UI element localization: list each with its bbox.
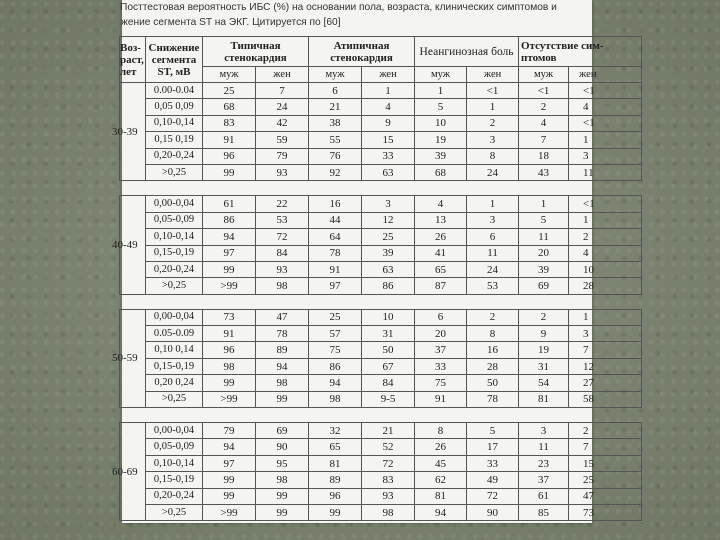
probability-cell: 20 (415, 326, 467, 342)
probability-cell: 21 (362, 423, 415, 439)
probability-cell: 25 (203, 83, 256, 99)
probability-cell: 1 (362, 83, 415, 99)
age-group-cell: 30-39 (120, 83, 146, 181)
table-row (120, 261, 642, 277)
probability-cell: 7 (256, 83, 309, 99)
probability-cell: 97 (309, 278, 362, 294)
probability-cell: 15 (569, 455, 642, 471)
table-row (120, 342, 642, 358)
probability-cell: 99 (203, 164, 256, 180)
probability-cell: 86 (203, 212, 256, 228)
header-row-1 (120, 37, 642, 67)
probability-cell: 47 (569, 488, 642, 504)
header-st-depression: Снижение сегмента ST, мВ (146, 37, 203, 83)
probability-cell: 95 (256, 455, 309, 471)
st-depression-cell: 0,20-0,24 (146, 488, 203, 504)
probability-cell: 54 (519, 375, 569, 391)
probability-cell: 9 (362, 115, 415, 131)
probability-cell: 90 (467, 504, 519, 520)
probability-cell: 69 (256, 423, 309, 439)
probability-cell: 93 (256, 261, 309, 277)
probability-cell: 61 (519, 488, 569, 504)
table-row (120, 439, 642, 455)
age-group-cell: 50-59 (120, 309, 146, 407)
caption-line-1: Посттестовая вероятность ИБС (%) на основании пола, возраста, клинических симптомов и (120, 2, 557, 13)
table-caption (122, 0, 592, 34)
st-depression-cell: 0,15-0,19 (146, 358, 203, 374)
probability-cell: 1 (415, 83, 467, 99)
probability-cell: 99 (203, 261, 256, 277)
probability-cell: 25 (362, 229, 415, 245)
probability-cell: 49 (467, 472, 519, 488)
probability-cell: 4 (569, 245, 642, 261)
probability-cell: 6 (467, 229, 519, 245)
st-depression-cell: >0,25 (146, 391, 203, 407)
probability-cell: 94 (256, 358, 309, 374)
probability-cell: 98 (203, 358, 256, 374)
probability-cell: 65 (415, 261, 467, 277)
st-depression-cell: 0,20-0,24 (146, 261, 203, 277)
header-sex: жен (569, 67, 642, 83)
probability-cell: 59 (256, 132, 309, 148)
header-age: Воз- раст, лет (120, 37, 146, 83)
header-sex: муж (309, 67, 362, 83)
probability-cell: 3 (467, 212, 519, 228)
probability-cell: 64 (309, 229, 362, 245)
st-depression-cell: 0,10-0,14 (146, 455, 203, 471)
probability-cell: 65 (309, 439, 362, 455)
probability-cell: 1 (467, 196, 519, 212)
table-row (120, 83, 642, 99)
probability-cell: <1 (569, 83, 642, 99)
probability-cell: 43 (519, 164, 569, 180)
probability-cell: 2 (519, 99, 569, 115)
probability-cell: 63 (362, 164, 415, 180)
probability-cell: 99 (309, 504, 362, 520)
probability-cell: 94 (203, 229, 256, 245)
probability-cell: 6 (309, 83, 362, 99)
probability-cell: 26 (415, 439, 467, 455)
probability-cell: 41 (415, 245, 467, 261)
probability-cell: 11 (519, 439, 569, 455)
header-sex: муж (203, 67, 256, 83)
table-row (120, 229, 642, 245)
probability-cell: 99 (203, 488, 256, 504)
probability-cell: 98 (309, 391, 362, 407)
probability-cell: 75 (309, 342, 362, 358)
probability-cell: 3 (569, 326, 642, 342)
header-sex: жен (362, 67, 415, 83)
probability-cell: 93 (362, 488, 415, 504)
probability-cell: 83 (362, 472, 415, 488)
probability-table (112, 36, 642, 521)
st-depression-cell: 0,05-0,09 (146, 439, 203, 455)
table-row (120, 132, 642, 148)
probability-cell: 92 (309, 164, 362, 180)
probability-cell: 94 (309, 375, 362, 391)
probability-cell: 33 (362, 148, 415, 164)
st-depression-cell: 0,20 0,24 (146, 375, 203, 391)
probability-cell: 13 (415, 212, 467, 228)
probability-cell: 31 (519, 358, 569, 374)
probability-cell: 44 (309, 212, 362, 228)
st-depression-cell: 0,10-0,14 (146, 229, 203, 245)
probability-cell: 99 (203, 472, 256, 488)
probability-cell: 10 (362, 309, 415, 325)
table-row (120, 278, 642, 294)
probability-cell: 11 (569, 164, 642, 180)
probability-cell: 86 (362, 278, 415, 294)
probability-cell: 24 (467, 261, 519, 277)
probability-cell: 16 (309, 196, 362, 212)
probability-cell: 15 (362, 132, 415, 148)
probability-cell: 50 (362, 342, 415, 358)
probability-cell: 85 (519, 504, 569, 520)
probability-cell: 96 (203, 342, 256, 358)
probability-cell: 31 (362, 326, 415, 342)
probability-cell: 84 (362, 375, 415, 391)
probability-cell: 1 (569, 212, 642, 228)
probability-cell: 98 (256, 375, 309, 391)
probability-cell: 90 (256, 439, 309, 455)
probability-cell: 22 (256, 196, 309, 212)
probability-cell: 2 (569, 229, 642, 245)
probability-cell: 78 (309, 245, 362, 261)
table-row (120, 245, 642, 261)
probability-cell: 3 (569, 148, 642, 164)
table-row (120, 358, 642, 374)
probability-cell: 11 (519, 229, 569, 245)
probability-cell: 9-5 (362, 391, 415, 407)
st-depression-cell: 0.05-0.09 (146, 326, 203, 342)
st-depression-cell: 0.00-0.04 (146, 83, 203, 99)
probability-cell: 1 (519, 196, 569, 212)
st-depression-cell: >0,25 (146, 278, 203, 294)
probability-cell: 84 (256, 245, 309, 261)
probability-cell: 91 (309, 261, 362, 277)
probability-cell: 67 (362, 358, 415, 374)
probability-cell: 55 (309, 132, 362, 148)
table-row (120, 455, 642, 471)
probability-cell: 52 (362, 439, 415, 455)
probability-cell: 28 (569, 278, 642, 294)
probability-cell: 89 (309, 472, 362, 488)
st-depression-cell: 0,10-0,14 (146, 115, 203, 131)
probability-cell: 6 (415, 309, 467, 325)
probability-cell: 47 (256, 309, 309, 325)
probability-cell: 8 (467, 148, 519, 164)
probability-cell: 4 (362, 99, 415, 115)
probability-cell: 53 (467, 278, 519, 294)
st-depression-cell: 0,20-0,24 (146, 148, 203, 164)
probability-cell: >99 (203, 391, 256, 407)
probability-cell: 4 (519, 115, 569, 131)
probability-cell: 19 (415, 132, 467, 148)
probability-cell: 83 (203, 115, 256, 131)
probability-cell: 57 (309, 326, 362, 342)
probability-cell: 99 (256, 391, 309, 407)
probability-cell: 68 (203, 99, 256, 115)
probability-cell: 94 (203, 439, 256, 455)
header-typical-angina: Типичная стенокардия (203, 37, 309, 67)
probability-cell: 8 (415, 423, 467, 439)
probability-cell: 81 (309, 455, 362, 471)
table-row (120, 148, 642, 164)
st-depression-cell: 0,00-0,04 (146, 196, 203, 212)
table-row (120, 99, 642, 115)
probability-cell: 96 (309, 488, 362, 504)
header-nonanginal-pain: Неангинозная боль (415, 37, 519, 67)
probability-cell: 21 (309, 99, 362, 115)
probability-cell: 63 (362, 261, 415, 277)
probability-cell: 53 (256, 212, 309, 228)
probability-cell: 39 (415, 148, 467, 164)
st-depression-cell: 0,15 0,19 (146, 132, 203, 148)
header-sex: жен (256, 67, 309, 83)
probability-cell: 5 (415, 99, 467, 115)
probability-cell: 97 (203, 245, 256, 261)
probability-cell: 2 (467, 115, 519, 131)
probability-cell: 42 (256, 115, 309, 131)
probability-cell: 81 (519, 391, 569, 407)
st-depression-cell: 0,05 0,09 (146, 99, 203, 115)
probability-cell: 4 (415, 196, 467, 212)
probability-cell: 79 (203, 423, 256, 439)
table-row (120, 488, 642, 504)
age-group-cell: 40-49 (120, 196, 146, 294)
probability-cell: 78 (467, 391, 519, 407)
table-row (120, 164, 642, 180)
caption-line-2: жение сегмента ST на ЭКГ. Цитируется по [60] (121, 17, 341, 28)
probability-cell: 10 (569, 261, 642, 277)
probability-cell: 76 (309, 148, 362, 164)
probability-cell: 26 (415, 229, 467, 245)
probability-cell: 93 (256, 164, 309, 180)
probability-cell: 9 (519, 326, 569, 342)
st-depression-cell: 0,10 0,14 (146, 342, 203, 358)
probability-cell: 81 (415, 488, 467, 504)
probability-cell: 2 (569, 423, 642, 439)
probability-cell: 61 (203, 196, 256, 212)
probability-cell: 73 (569, 504, 642, 520)
probability-cell: 12 (362, 212, 415, 228)
probability-cell: 16 (467, 342, 519, 358)
probability-cell: 32 (309, 423, 362, 439)
probability-cell: 2 (519, 309, 569, 325)
probability-cell: 97 (203, 455, 256, 471)
probability-cell: 91 (203, 132, 256, 148)
probability-cell: 25 (569, 472, 642, 488)
probability-cell: 39 (362, 245, 415, 261)
probability-cell: 68 (415, 164, 467, 180)
probability-cell: 12 (569, 358, 642, 374)
probability-cell: 91 (203, 326, 256, 342)
probability-cell: 89 (256, 342, 309, 358)
probability-cell: 58 (569, 391, 642, 407)
probability-cell: 78 (256, 326, 309, 342)
probability-cell: <1 (519, 83, 569, 99)
probability-cell: 25 (309, 309, 362, 325)
probability-cell: >99 (203, 278, 256, 294)
header-sex: муж (415, 67, 467, 83)
probability-cell: 5 (519, 212, 569, 228)
probability-cell: 98 (362, 504, 415, 520)
block-separator (120, 181, 642, 196)
probability-cell: 28 (467, 358, 519, 374)
header-asymptomatic: Отсутствие сим- птомов (519, 37, 642, 67)
probability-cell: 98 (256, 472, 309, 488)
probability-cell: 10 (415, 115, 467, 131)
probability-cell: 96 (203, 148, 256, 164)
probability-cell: 23 (519, 455, 569, 471)
probability-cell: 98 (256, 278, 309, 294)
probability-cell: 3 (362, 196, 415, 212)
table-row (120, 309, 642, 325)
probability-cell: 4 (569, 99, 642, 115)
st-depression-cell: 0,15-0,19 (146, 245, 203, 261)
probability-cell: <1 (569, 115, 642, 131)
probability-cell: 33 (467, 455, 519, 471)
probability-cell: 94 (415, 504, 467, 520)
probability-cell: 72 (467, 488, 519, 504)
table-row (120, 375, 642, 391)
probability-cell: 99 (256, 488, 309, 504)
separator-cell (120, 408, 642, 423)
probability-cell: 91 (415, 391, 467, 407)
probability-cell: >99 (203, 504, 256, 520)
probability-cell: 18 (519, 148, 569, 164)
probability-cell: 37 (415, 342, 467, 358)
probability-cell: 73 (203, 309, 256, 325)
header-sex: муж (519, 67, 569, 83)
table-body (112, 83, 642, 521)
probability-cell: 75 (415, 375, 467, 391)
probability-cell: 99 (256, 504, 309, 520)
st-depression-cell: >0,25 (146, 504, 203, 520)
probability-cell: 3 (519, 423, 569, 439)
probability-cell: 7 (519, 132, 569, 148)
table-row (120, 423, 642, 439)
table-row (120, 326, 642, 342)
header-sex: жен (467, 67, 519, 83)
probability-cell: 7 (569, 439, 642, 455)
probability-cell: 39 (519, 261, 569, 277)
probability-cell: 69 (519, 278, 569, 294)
probability-cell: 72 (256, 229, 309, 245)
probability-cell: 1 (569, 309, 642, 325)
separator-cell (120, 181, 642, 196)
probability-cell: 87 (415, 278, 467, 294)
probability-cell: 62 (415, 472, 467, 488)
probability-cell: 27 (569, 375, 642, 391)
probability-cell: 1 (467, 99, 519, 115)
probability-cell: 3 (467, 132, 519, 148)
probability-cell: 19 (519, 342, 569, 358)
block-separator (120, 294, 642, 309)
document-page (112, 0, 604, 523)
separator-cell (120, 294, 642, 309)
table-row (120, 391, 642, 407)
st-depression-cell: 0,00-0,04 (146, 423, 203, 439)
probability-cell: 50 (467, 375, 519, 391)
table-row (120, 212, 642, 228)
probability-cell: 45 (415, 455, 467, 471)
st-depression-cell: 0,15-0,19 (146, 472, 203, 488)
probability-cell: 72 (362, 455, 415, 471)
probability-cell: <1 (569, 196, 642, 212)
probability-cell: 33 (415, 358, 467, 374)
table-row (120, 504, 642, 520)
st-depression-cell: >0,25 (146, 164, 203, 180)
probability-cell: 24 (467, 164, 519, 180)
table-row (120, 472, 642, 488)
table-row (120, 115, 642, 131)
st-depression-cell: 0,05-0,09 (146, 212, 203, 228)
probability-cell: <1 (467, 83, 519, 99)
probability-cell: 8 (467, 326, 519, 342)
probability-cell: 17 (467, 439, 519, 455)
st-depression-cell: 0,00-0,04 (146, 309, 203, 325)
probability-cell: 37 (519, 472, 569, 488)
probability-cell: 5 (467, 423, 519, 439)
table-row (120, 196, 642, 212)
probability-cell: 38 (309, 115, 362, 131)
probability-cell: 86 (309, 358, 362, 374)
probability-cell: 79 (256, 148, 309, 164)
probability-cell: 1 (569, 132, 642, 148)
age-group-cell: 60-69 (120, 423, 146, 521)
probability-cell: 7 (569, 342, 642, 358)
block-separator (120, 408, 642, 423)
header-atypical-angina: Атипичная стенокардия (309, 37, 415, 67)
probability-cell: 2 (467, 309, 519, 325)
probability-cell: 99 (203, 375, 256, 391)
probability-cell: 11 (467, 245, 519, 261)
probability-cell: 20 (519, 245, 569, 261)
probability-cell: 24 (256, 99, 309, 115)
